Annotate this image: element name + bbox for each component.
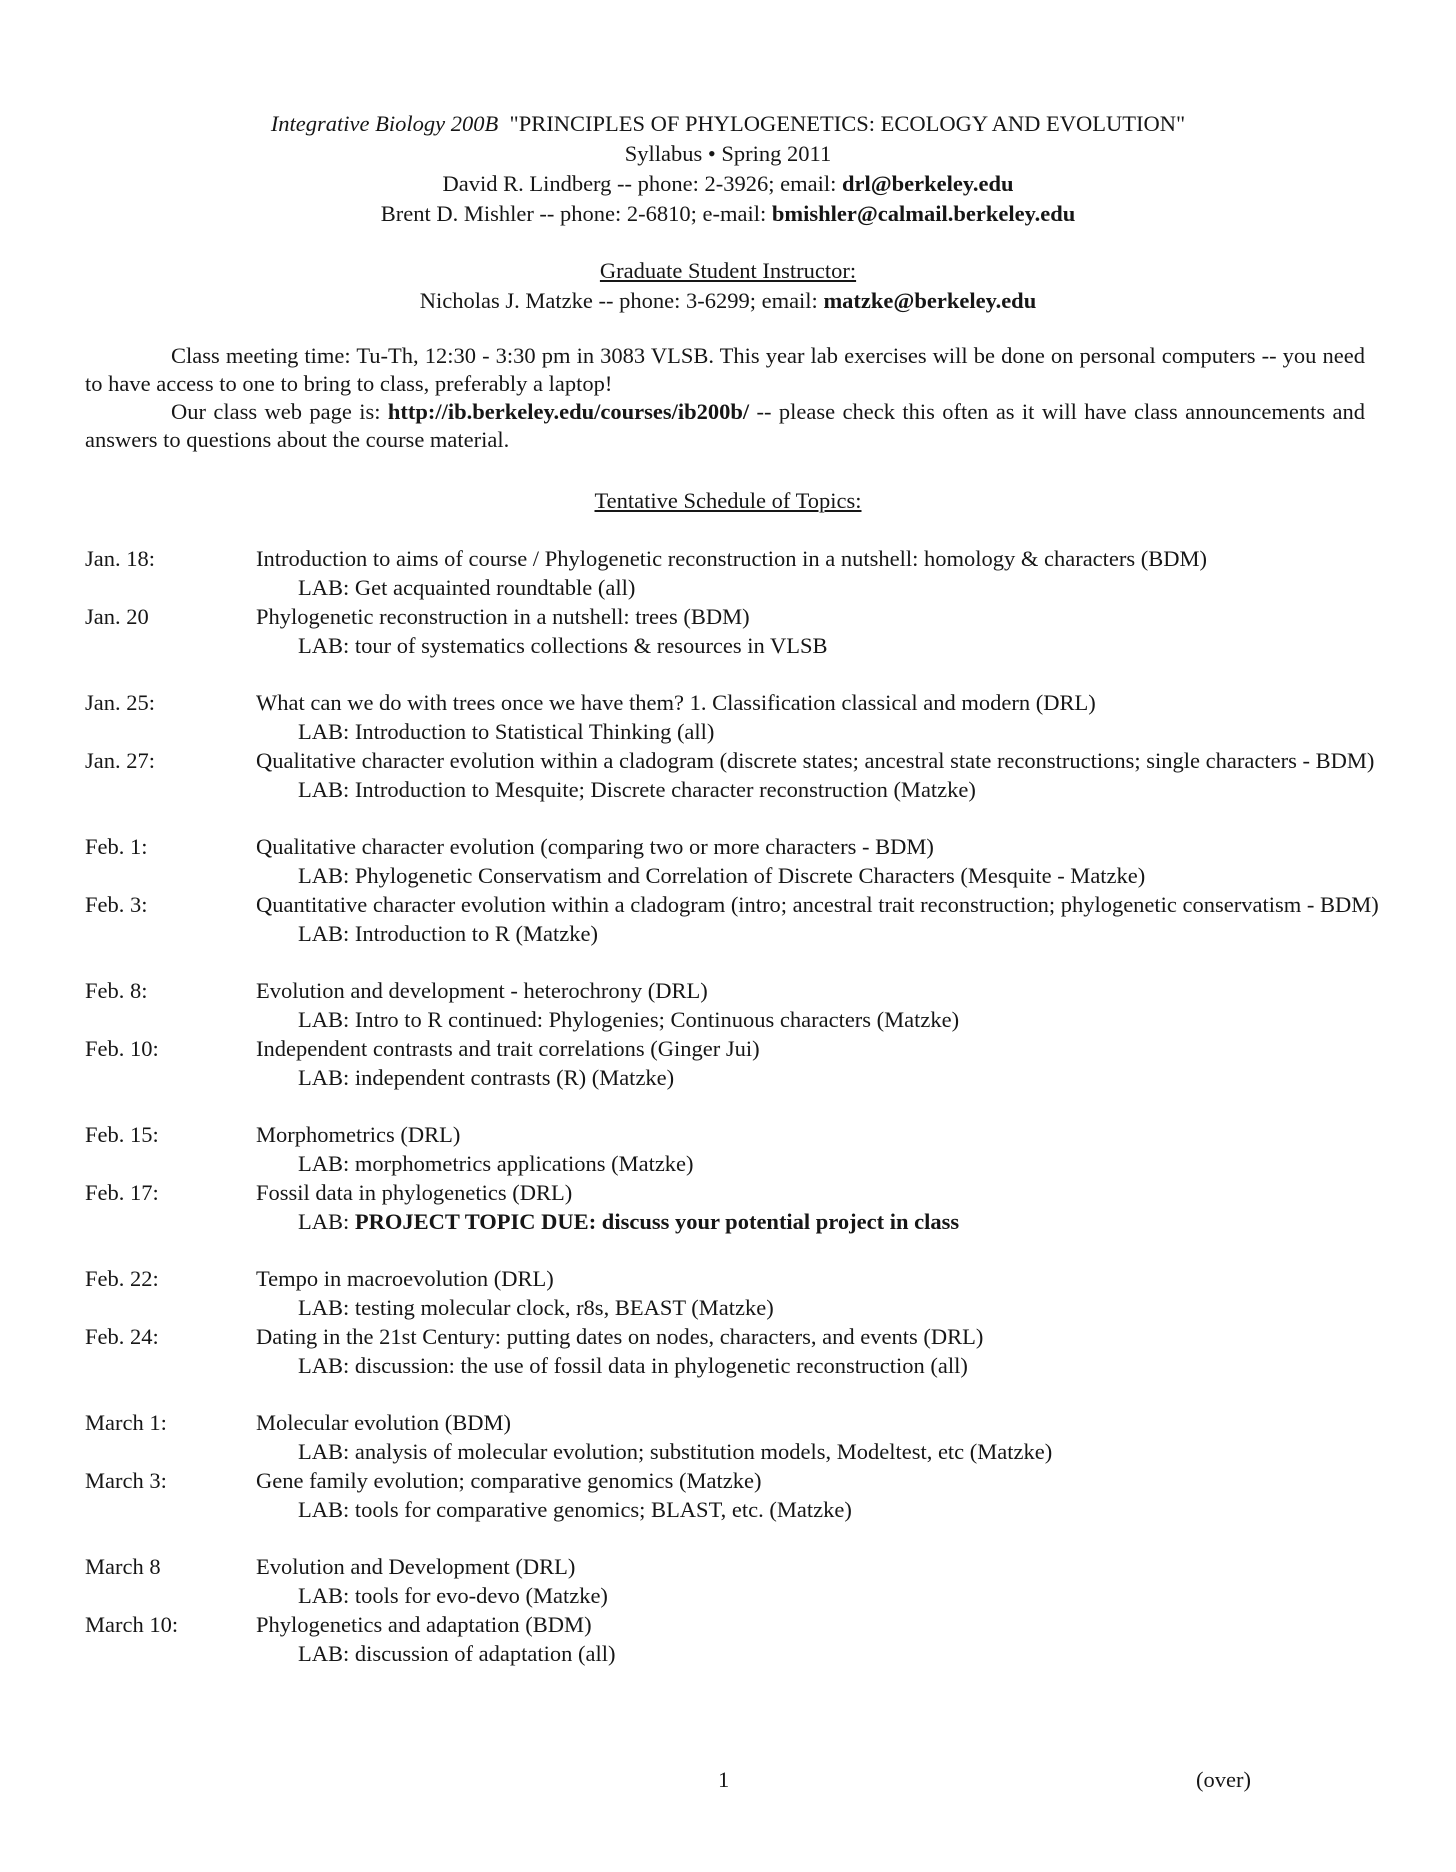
lab-text: Introduction to Statistical Thinking (all) [354, 719, 715, 744]
lab-prefix: LAB: [298, 1497, 355, 1522]
entry-lab [256, 1351, 1385, 1380]
schedule-entry [85, 832, 1385, 890]
gsi-email: matzke@berkeley.edu [823, 288, 1037, 313]
lab-prefix: LAB: [298, 1439, 355, 1464]
lab-prefix: LAB: [298, 1209, 355, 1234]
instructor-email: bmishler@calmail.berkeley.edu [771, 201, 1076, 226]
entry-topic: What can we do with trees once we have them? 1. Classification classical and modern (DRL) [256, 690, 1096, 715]
schedule-week-group [85, 832, 1385, 948]
schedule-entry [85, 1120, 1385, 1178]
entry-lab [256, 861, 1385, 890]
schedule-entry [85, 1466, 1385, 1524]
entry-lab [256, 1495, 1385, 1524]
lab-prefix: LAB: [298, 633, 355, 658]
entry-lab [256, 1063, 1385, 1092]
instructor-line [0, 199, 1456, 229]
entry-lab [256, 1207, 1385, 1236]
entry-date: Feb. 17: [85, 1180, 159, 1205]
entry-topic: Evolution and development - heterochrony (DRL) [256, 978, 708, 1003]
entry-topic: Qualitative character evolution (comparing two or more characters - BDM) [256, 834, 934, 859]
entry-lab [256, 1581, 1385, 1610]
web-paragraph [85, 398, 1365, 454]
entry-lab [256, 1293, 1385, 1322]
entry-date: Feb. 8: [85, 978, 148, 1003]
entry-date: March 8 [85, 1554, 161, 1579]
schedule-entry [85, 1178, 1385, 1236]
entry-date: March 10: [85, 1612, 179, 1637]
lab-text: tour of systematics collections & resources in VLSB [354, 633, 828, 658]
lab-text: Intro to R continued: Phylogenies; Continuous characters (Matzke) [354, 1007, 960, 1032]
entry-lab [256, 919, 1385, 948]
schedule-entry [85, 688, 1385, 746]
entry-lab [256, 717, 1385, 746]
instructor-email: drl@berkeley.edu [841, 171, 1014, 196]
schedule-heading [0, 486, 1456, 516]
intro-section [85, 342, 1365, 454]
schedule-entry [85, 890, 1385, 948]
entry-lab [256, 1639, 1385, 1668]
lab-text: Introduction to Mesquite; Discrete character reconstruction (Matzke) [354, 777, 976, 802]
gsi-heading: Graduate Student Instructor: [599, 258, 857, 283]
entry-lab [256, 573, 1385, 602]
entry-date: March 3: [85, 1468, 167, 1493]
lab-prefix: LAB: [298, 1065, 355, 1090]
lab-text: Introduction to R (Matzke) [354, 921, 598, 946]
gsi-section [0, 256, 1456, 316]
schedule-week-group [85, 1264, 1385, 1380]
lab-prefix: LAB: [298, 863, 355, 888]
course-title-line [0, 109, 1456, 139]
schedule-entry [85, 1610, 1385, 1668]
schedule-entry [85, 1322, 1385, 1380]
lab-prefix: LAB: [298, 921, 355, 946]
lab-text: testing molecular clock, r8s, BEAST (Matzke) [354, 1295, 774, 1320]
schedule-week-group [85, 1120, 1385, 1236]
schedule-week-group [85, 1408, 1385, 1524]
lab-text: discussion: the use of fossil data in phylogenetic reconstruction (all) [354, 1353, 968, 1378]
schedule-entry [85, 976, 1385, 1034]
lab-prefix: LAB: [298, 719, 355, 744]
entry-topic: Gene family evolution; comparative genomics (Matzke) [256, 1468, 762, 1493]
gsi-line [0, 286, 1456, 316]
schedule-week-group [85, 688, 1385, 804]
lab-text: morphometrics applications (Matzke) [354, 1151, 694, 1176]
entry-date: Feb. 24: [85, 1324, 159, 1349]
lab-prefix: LAB: [298, 777, 355, 802]
entry-topic: Fossil data in phylogenetics (DRL) [256, 1180, 573, 1205]
entry-lab [256, 775, 1385, 804]
entry-lab [256, 1005, 1385, 1034]
schedule-entry [85, 1408, 1385, 1466]
entry-topic: Morphometrics (DRL) [256, 1122, 461, 1147]
lab-text: independent contrasts (R) (Matzke) [354, 1065, 675, 1090]
entry-lab [256, 1149, 1385, 1178]
entry-topic: Quantitative character evolution within a cladogram (intro; ancestral trait reconstruction; phylogenetic conservatism - BDM) [256, 892, 1379, 917]
entry-topic: Introduction to aims of course / Phylogenetic reconstruction in a nutshell: homology & characters (BDM) [256, 546, 1208, 571]
entry-topic: Phylogenetics and adaptation (BDM) [256, 1612, 592, 1637]
lab-prefix: LAB: [298, 1007, 355, 1032]
gsi-info: Nicholas J. Matzke -- phone: 3-6299; email: [419, 288, 824, 313]
course-title: "PRINCIPLES OF PHYLOGENETICS: ECOLOGY AND EVOLUTION" [509, 111, 1186, 136]
entry-topic: Evolution and Development (DRL) [256, 1554, 576, 1579]
document-header [0, 109, 1456, 229]
entry-lab [256, 631, 1385, 660]
over-note: (over) [1196, 1767, 1251, 1792]
entry-date: Jan. 25: [85, 690, 155, 715]
entry-date: Feb. 1: [85, 834, 148, 859]
schedule-week-group [85, 1552, 1385, 1668]
schedule-entry [85, 602, 1385, 660]
schedule-entry [85, 746, 1385, 804]
entry-date: Jan. 20 [85, 604, 149, 629]
entry-date: March 1: [85, 1410, 167, 1435]
instructor-line [0, 169, 1456, 199]
entry-date: Jan. 27: [85, 748, 155, 773]
schedule-entry [85, 1034, 1385, 1092]
web-url: http://ib.berkeley.edu/courses/ib200b/ [387, 399, 750, 424]
lab-prefix: LAB: [298, 1583, 355, 1608]
lab-text: tools for evo-devo (Matzke) [354, 1583, 608, 1608]
lab-text: Phylogenetic Conservatism and Correlation of Discrete Characters (Mesquite - Matzke) [354, 863, 1146, 888]
meeting-paragraph: Class meeting time: Tu-Th, 12:30 - 3:30 pm in 3083 VLSB. This year lab exercises will be done on personal computers -- you need to have access to one to bring to class, preferably a laptop! [85, 343, 1365, 396]
schedule-heading-text: Tentative Schedule of Topics: [594, 488, 862, 513]
entry-lab [256, 1437, 1385, 1466]
lab-text: Get acquainted roundtable (all) [354, 575, 636, 600]
schedule-list [85, 544, 1385, 1696]
entry-topic: Independent contrasts and trait correlations (Ginger Jui) [256, 1036, 760, 1061]
lab-prefix: LAB: [298, 1353, 355, 1378]
entry-date: Feb. 22: [85, 1266, 159, 1291]
lab-prefix: LAB: [298, 1151, 355, 1176]
entry-topic: Phylogenetic reconstruction in a nutshell: trees (BDM) [256, 604, 750, 629]
entry-date: Feb. 3: [85, 892, 148, 917]
web-prefix: Our class web page is: [171, 399, 388, 424]
instructor-info: David R. Lindberg -- phone: 2-3926; email: [442, 171, 842, 196]
lab-text: discussion of adaptation (all) [354, 1641, 616, 1666]
entry-topic: Molecular evolution (BDM) [256, 1410, 511, 1435]
entry-date: Jan. 18: [85, 546, 155, 571]
lab-text-emphasis: PROJECT TOPIC DUE: discuss your potential project in class [354, 1209, 960, 1234]
lab-text: analysis of molecular evolution; substitution models, Modeltest, etc (Matzke) [354, 1439, 1053, 1464]
entry-date: Feb. 15: [85, 1122, 159, 1147]
lab-prefix: LAB: [298, 1641, 355, 1666]
schedule-entry [85, 1264, 1385, 1322]
page-number: 1 [718, 1767, 730, 1792]
course-name: Integrative Biology 200B [270, 111, 499, 136]
syllabus-term: Syllabus • Spring 2011 [624, 141, 832, 166]
schedule-week-group [85, 544, 1385, 660]
schedule-entry [85, 544, 1385, 602]
lab-prefix: LAB: [298, 1295, 355, 1320]
instructor-info: Brent D. Mishler -- phone: 2-6810; e-mail: [380, 201, 772, 226]
entry-topic: Dating in the 21st Century: putting dates on nodes, characters, and events (DRL) [256, 1324, 984, 1349]
web-suffix: -- please check this often as it will have class announcements and answers to questions about the course material. [85, 399, 1365, 452]
entry-topic: Qualitative character evolution within a cladogram (discrete states; ancestral state reconstructions; single characters - BDM) [256, 748, 1375, 773]
entry-date: Feb. 10: [85, 1036, 159, 1061]
lab-prefix: LAB: [298, 575, 355, 600]
lab-text: tools for comparative genomics; BLAST, etc. (Matzke) [354, 1497, 852, 1522]
schedule-entry [85, 1552, 1385, 1610]
entry-topic: Tempo in macroevolution (DRL) [256, 1266, 554, 1291]
schedule-week-group [85, 976, 1385, 1092]
